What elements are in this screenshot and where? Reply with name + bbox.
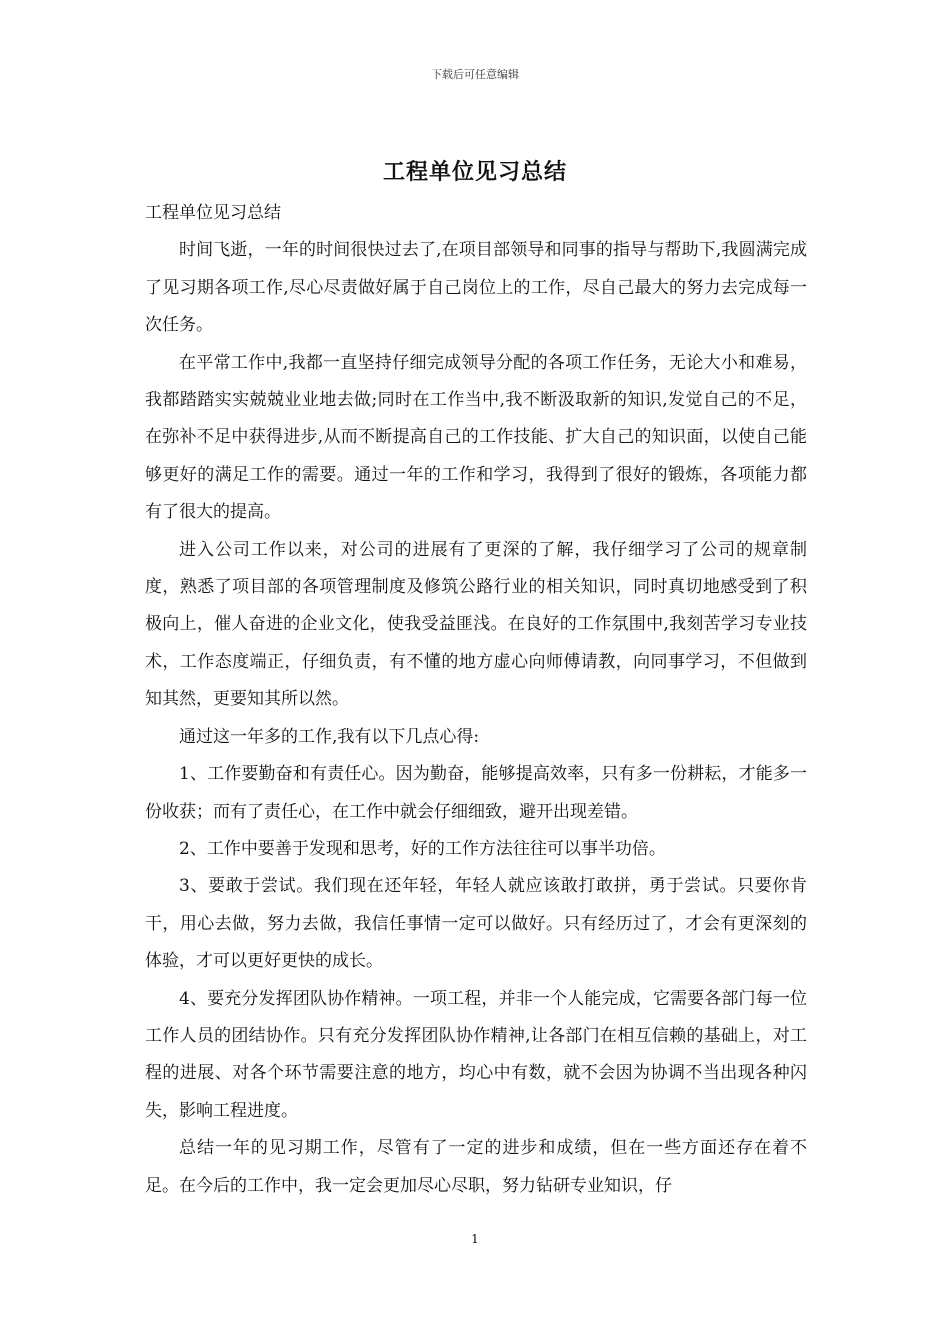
paragraph: 通过这一年多的工作,我有以下几点心得: xyxy=(179,726,480,747)
paragraph: 时间飞逝，一年的时间很快过去了,在项目部领导和同事的指导与帮助下,我圆满完成了见习期各项工作,尽心尽责做好属于自己岗位上的工作，尽自己最大的努力去完成每一次任务。 xyxy=(145,240,807,336)
list-item-paragraph: 1、工作要勤奋和有责任心。因为勤奋，能够提高效率，只有多一份耕耘，才能多一份收获；而有了责任心，在工作中就会仔细细致，避开出现差错。 xyxy=(145,764,807,822)
document-subtitle: 工程单位见习总结 xyxy=(145,203,281,223)
document-body xyxy=(145,195,807,1205)
header-note: 下载后可任意编辑 xyxy=(431,68,519,81)
paragraph: 总结一年的见习期工作，尽管有了一定的进步和成绩，但在一些方面还存在着不足。在今后的工作中，我一定会更加尽心尽职，努力钻研专业知识，仔 xyxy=(145,1138,807,1196)
paragraph: 在平常工作中,我都一直坚持仔细完成领导分配的各项工作任务，无论大小和难易，我都踏踏实实兢兢业业地去做;同时在工作当中,我不断汲取新的知识,发觉自己的不足，在弥补不足中获得进步,从而不断提高自己的工作技能、扩大自己的知识面，以使自己能够更好的满足工作的需要。通过一年的工作和学习，我得到了很好的锻炼，各项能力都有了很大的提高。 xyxy=(145,352,807,523)
paragraph: 进入公司工作以来，对公司的进展有了更深的了解，我仔细学习了公司的规章制度，熟悉了项目部的各项管理制度及修筑公路行业的相关知识，同时真切地感受到了积极向上，催人奋进的企业文化，使我受益匪浅。在良好的工作氛围中,我刻苦学习专业技术，工作态度端正，仔细负责，有不懂的地方虚心向师傅请教，向同事学习，不但做到知其然，更要知其所以然。 xyxy=(145,539,807,710)
page-number: 1 xyxy=(471,1232,479,1246)
list-item-paragraph: 3、要敢于尝试。我们现在还年轻，年轻人就应该敢打敢拼，勇于尝试。只要你肯干，用心去做，努力去做，我信任事情一定可以做好。只有经历过了，才会有更深刻的体验，才可以更好更快的成长。 xyxy=(145,876,807,972)
document-title: 工程单位见习总结 xyxy=(382,159,567,185)
list-item-paragraph: 2、工作中要善于发现和思考，好的工作方法往往可以事半功倍。 xyxy=(179,838,666,859)
list-item-paragraph: 4、要充分发挥团队协作精神。一项工程，并非一个人能完成，它需要各部门每一位工作人员的团结协作。只有充分发挥团队协作精神,让各部门在相互信赖的基础上，对工程的进展、对各个环节需要注意的地方，均心中有数，就不会因为协调不当出现各种闪失，影响工程进度。 xyxy=(145,988,807,1121)
